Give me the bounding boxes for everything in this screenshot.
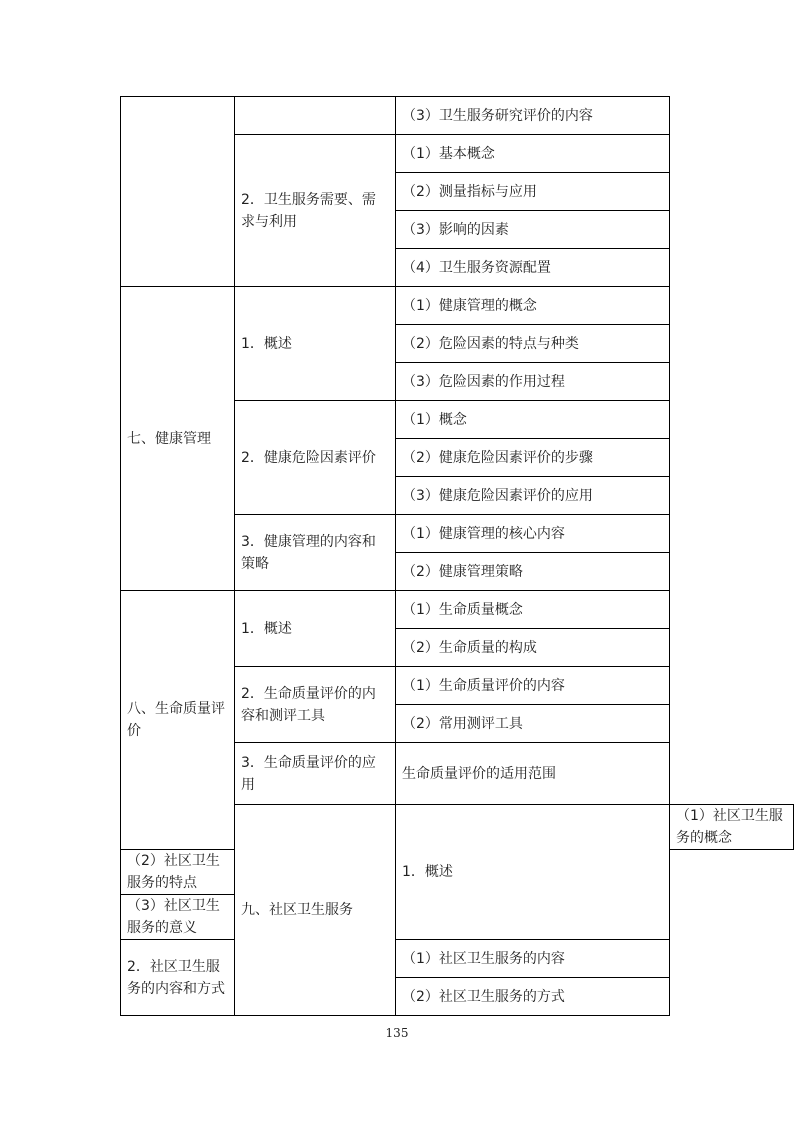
subsection-cell: 1．概述 (396, 805, 670, 940)
point-cell: （3）危险因素的作用过程 (396, 363, 670, 401)
syllabus-table (120, 96, 794, 1016)
point-cell: （3）卫生服务研究评价的内容 (396, 97, 670, 135)
section-cell: 九、社区卫生服务 (235, 805, 396, 1016)
subsection-cell: 1．概述 (235, 591, 396, 667)
table-row (121, 940, 794, 978)
point-cell: （2）健康管理策略 (396, 553, 670, 591)
point-cell: （2）测量指标与应用 (396, 173, 670, 211)
page-number: 135 (385, 1026, 409, 1040)
point-cell: （4）卫生服务资源配置 (396, 249, 670, 287)
subsection-cell: 2．社区卫生服务的内容和方式 (121, 940, 235, 1016)
point-cell: 生命质量评价的适用范围 (396, 743, 670, 805)
point-cell: （1）生命质量概念 (396, 591, 670, 629)
table-row (121, 287, 794, 325)
point-cell: （3）影响的因素 (396, 211, 670, 249)
point-cell: （2）健康危险因素评价的步骤 (396, 439, 670, 477)
point-cell: （1）生命质量评价的内容 (396, 667, 670, 705)
table-row (121, 97, 794, 135)
subsection-cell: 3．健康管理的内容和策略 (235, 515, 396, 591)
point-cell: （1）社区卫生服务的概念 (670, 805, 794, 850)
point-cell: （2）危险因素的特点与种类 (396, 325, 670, 363)
point-cell: （2）常用测评工具 (396, 705, 670, 743)
section-cell: 七、健康管理 (121, 287, 235, 591)
point-cell: （1）健康管理的核心内容 (396, 515, 670, 553)
subsection-cell: 1．概述 (235, 287, 396, 401)
subsection-cell: 2．健康危险因素评价 (235, 401, 396, 515)
section-cell-continued (121, 97, 235, 287)
point-cell: （3）社区卫生服务的意义 (121, 895, 235, 940)
point-cell: （1）社区卫生服务的内容 (396, 940, 670, 978)
point-cell: （1）健康管理的概念 (396, 287, 670, 325)
point-cell: （2）社区卫生服务的特点 (121, 850, 235, 895)
subsection-cell: 2．卫生服务需要、需求与利用 (235, 135, 396, 287)
subsection-cell-continued (235, 97, 396, 135)
point-cell: （1）概念 (396, 401, 670, 439)
point-cell: （2）生命质量的构成 (396, 629, 670, 667)
table-row (121, 591, 794, 629)
point-cell: （3）健康危险因素评价的应用 (396, 477, 670, 515)
subsection-cell: 3．生命质量评价的应用 (235, 743, 396, 805)
section-cell: 八、生命质量评价 (121, 591, 235, 850)
point-cell: （1）基本概念 (396, 135, 670, 173)
point-cell: （2）社区卫生服务的方式 (396, 978, 670, 1016)
subsection-cell: 2．生命质量评价的内容和测评工具 (235, 667, 396, 743)
